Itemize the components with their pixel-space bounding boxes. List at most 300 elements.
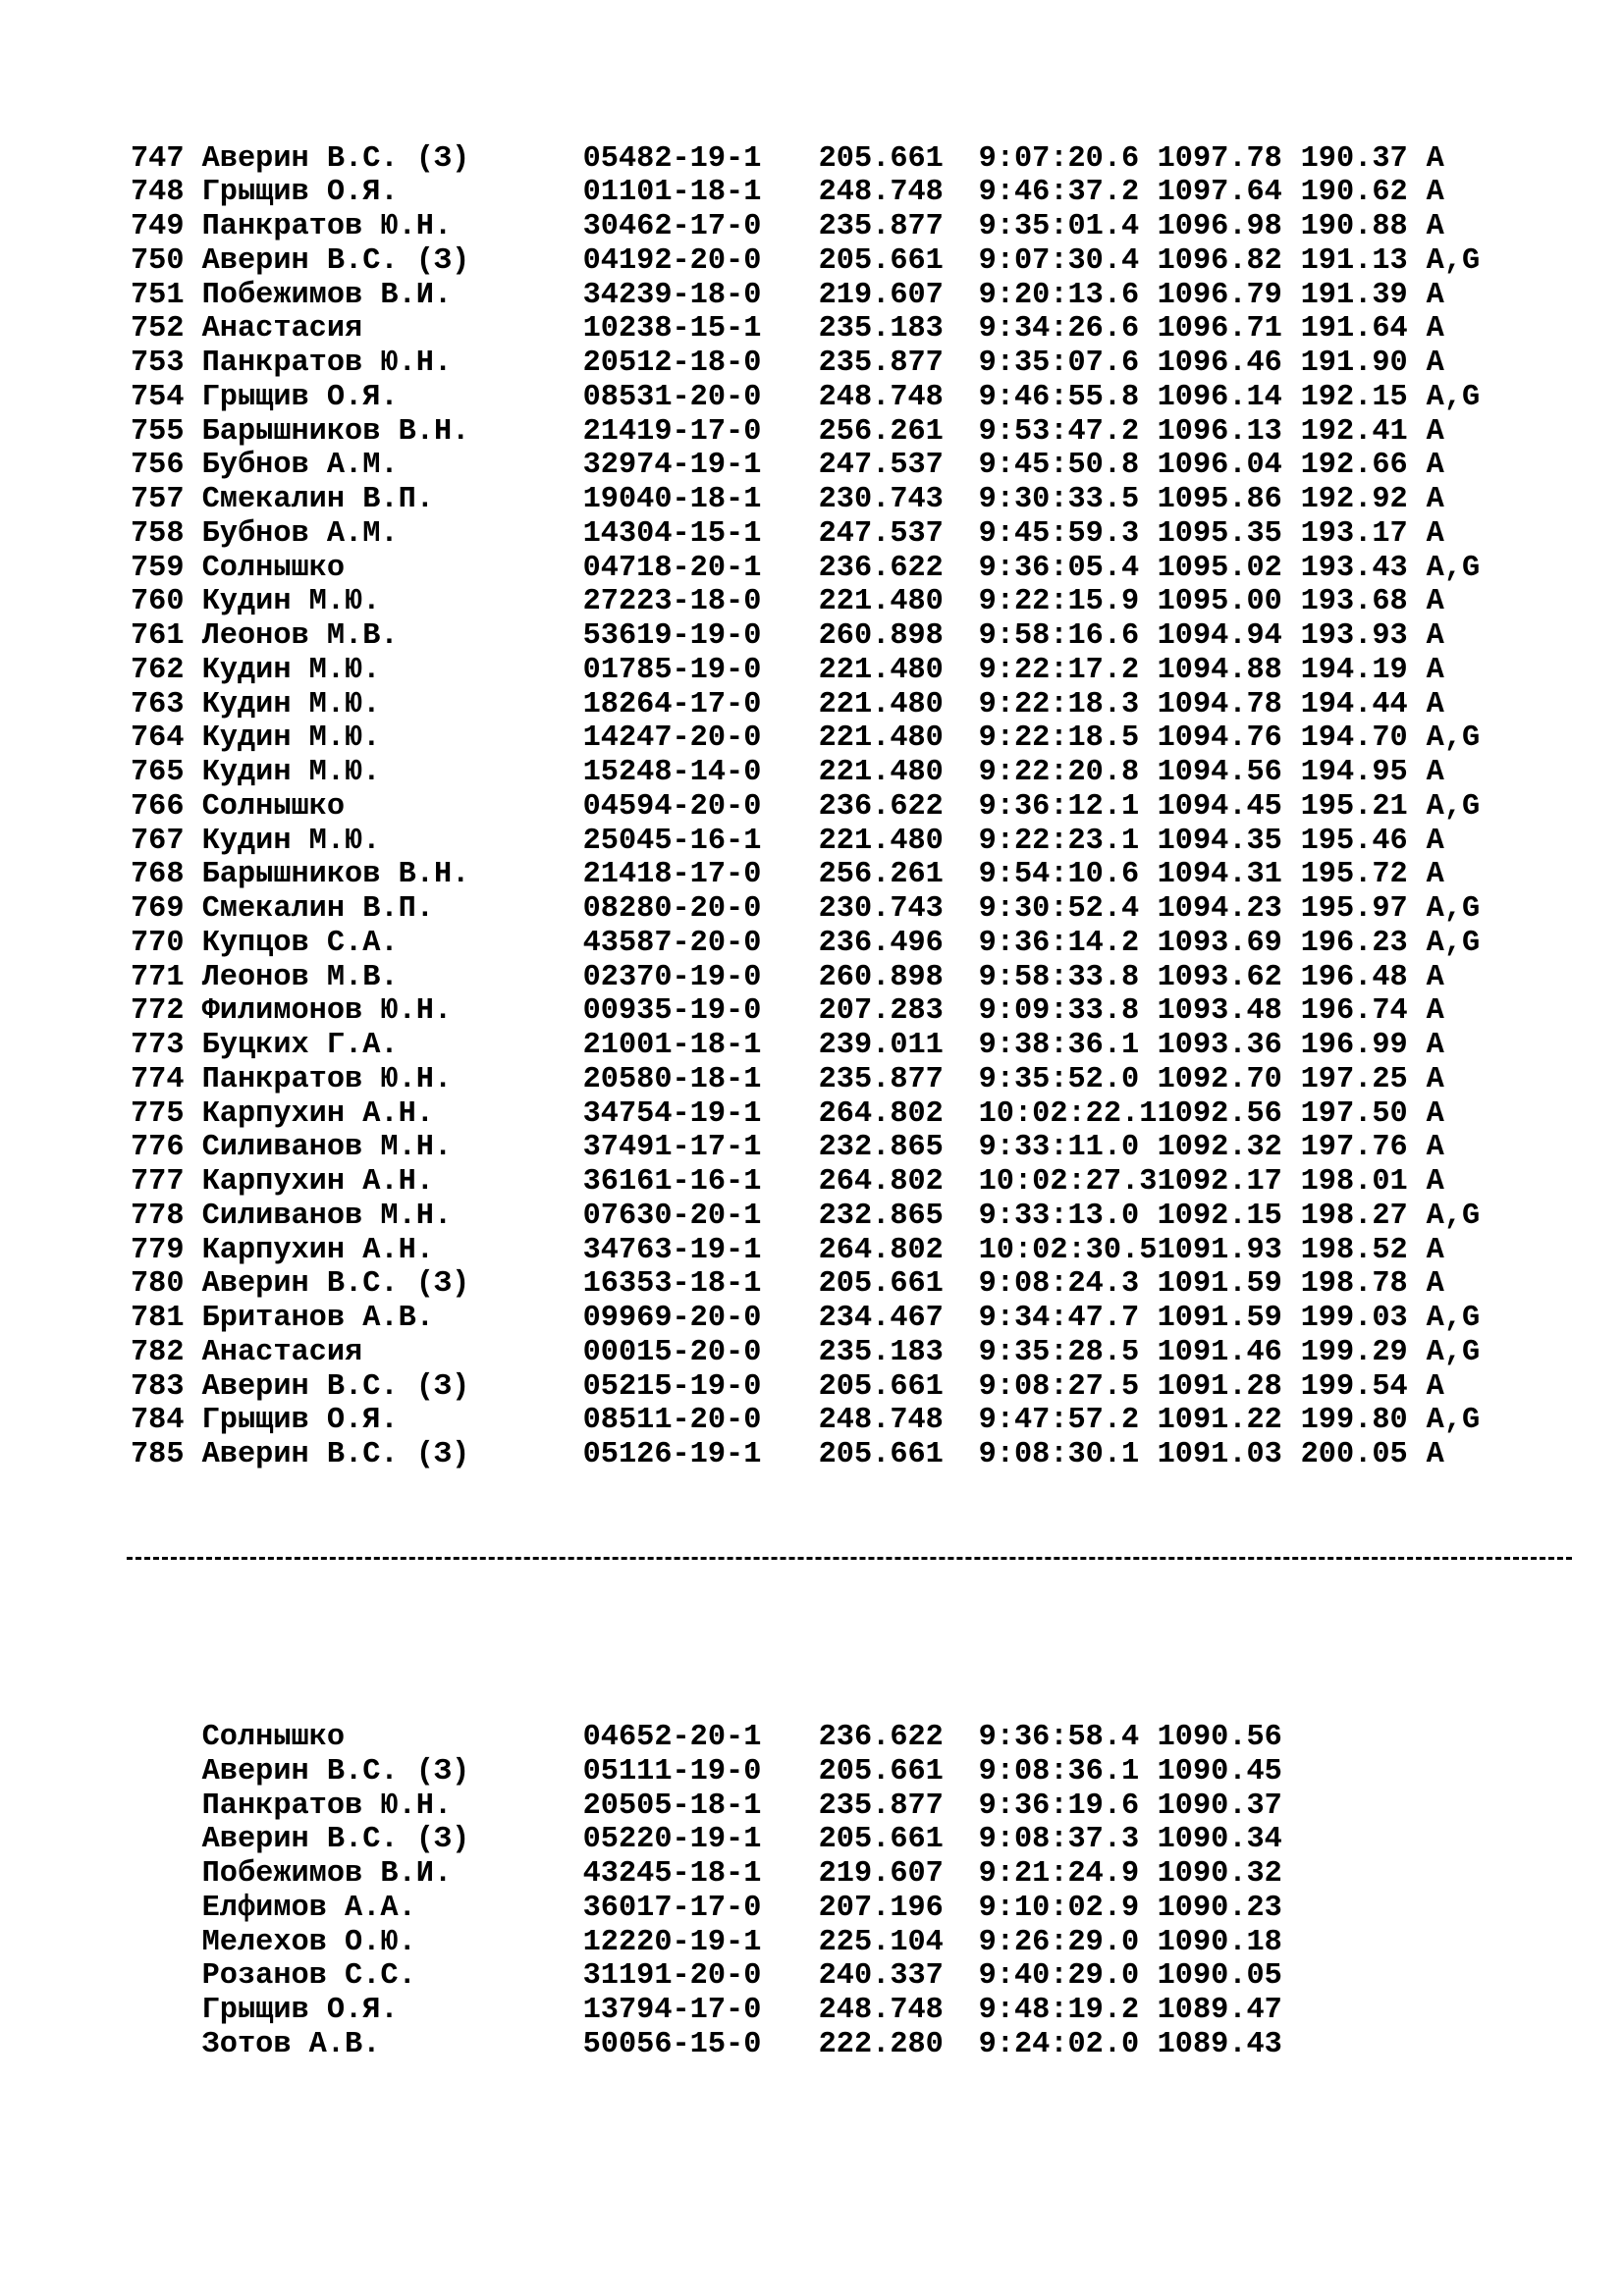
speed: 1093.62 xyxy=(1157,960,1282,994)
speed: 1090.23 xyxy=(1157,1891,1282,1925)
ring-code: 13794-17-0 xyxy=(582,1994,762,2027)
ring-code: 21001-18-1 xyxy=(582,1029,762,1062)
ring-code: 08511-20-0 xyxy=(582,1404,762,1438)
points: 195.21 xyxy=(1300,789,1408,824)
distance: 264.802 xyxy=(818,1096,944,1131)
fancier-name: Аверин В.С. (З) xyxy=(201,141,470,176)
arrival-time: 9:33:11.0 xyxy=(978,1131,1140,1165)
result-row xyxy=(131,825,1480,859)
category-flag: A xyxy=(1426,1233,1444,1267)
arrival-time: 10:02:30.5 xyxy=(978,1233,1158,1267)
arrival-time: 9:34:26.6 xyxy=(978,312,1140,347)
ring-code: 10238-15-1 xyxy=(582,312,762,347)
result-row xyxy=(131,892,1480,927)
category-flag: A xyxy=(1426,994,1444,1029)
place-number: 753 xyxy=(131,347,185,380)
arrival-time: 9:45:59.3 xyxy=(978,516,1140,551)
fancier-name: Солнышко xyxy=(201,1721,346,1754)
separator-gap xyxy=(131,1643,1480,1653)
ranked-results xyxy=(131,142,1480,1472)
points: 195.46 xyxy=(1300,824,1408,858)
ring-code: 05111-19-0 xyxy=(582,1754,762,1789)
speed: 1094.35 xyxy=(1157,824,1282,858)
distance: 205.661 xyxy=(818,1267,944,1302)
speed: 1094.31 xyxy=(1157,858,1282,892)
result-row xyxy=(131,244,1480,279)
unranked-results xyxy=(131,1721,1480,2062)
points: 193.43 xyxy=(1300,551,1408,585)
unranked-row xyxy=(131,2028,1480,2062)
speed: 1093.48 xyxy=(1157,994,1282,1029)
result-row xyxy=(131,619,1480,654)
place-number: 758 xyxy=(131,516,185,551)
distance: 236.496 xyxy=(818,926,944,960)
ring-code: 34239-18-0 xyxy=(582,278,762,312)
arrival-time: 9:22:18.3 xyxy=(978,687,1140,721)
result-row xyxy=(131,1200,1480,1234)
place-number: 755 xyxy=(131,414,185,449)
points: 195.72 xyxy=(1300,858,1408,892)
result-row xyxy=(131,381,1480,415)
result-row xyxy=(131,517,1480,552)
ring-code: 00935-19-0 xyxy=(582,994,762,1029)
place-number: 785 xyxy=(131,1438,185,1471)
ring-code: 50056-15-0 xyxy=(582,2027,762,2061)
speed: 1091.22 xyxy=(1157,1404,1282,1438)
points: 199.03 xyxy=(1300,1302,1408,1335)
ring-code: 43245-18-1 xyxy=(582,1857,762,1891)
distance: 248.748 xyxy=(818,1994,944,2027)
result-row xyxy=(131,415,1480,450)
points: 196.99 xyxy=(1300,1029,1408,1062)
points: 195.97 xyxy=(1300,892,1408,926)
points: 192.92 xyxy=(1300,483,1408,516)
speed: 1092.56 xyxy=(1157,1096,1282,1131)
place-number: 760 xyxy=(131,585,185,619)
points: 198.52 xyxy=(1300,1233,1408,1267)
arrival-time: 9:08:37.3 xyxy=(978,1823,1140,1857)
speed: 1094.45 xyxy=(1157,789,1282,824)
ring-code: 12220-19-1 xyxy=(582,1925,762,1959)
speed: 1095.02 xyxy=(1157,551,1282,585)
distance: 205.661 xyxy=(818,243,944,278)
category-flag: A,G xyxy=(1426,380,1481,414)
category-flag: A xyxy=(1426,824,1444,858)
fancier-name: Кудин М.Ю. xyxy=(201,721,381,756)
place-number: 781 xyxy=(131,1302,185,1335)
result-row xyxy=(131,210,1480,244)
fancier-name: Побежимов В.И. xyxy=(201,1857,453,1891)
points: 200.05 xyxy=(1300,1438,1408,1471)
arrival-time: 9:58:33.8 xyxy=(978,960,1140,994)
fancier-name: Панкратов Ю.Н. xyxy=(201,347,453,380)
arrival-time: 9:30:52.4 xyxy=(978,892,1140,926)
category-flag: A xyxy=(1426,619,1444,653)
arrival-time: 9:48:19.2 xyxy=(978,1994,1140,2027)
result-row xyxy=(131,483,1480,517)
category-flag: A,G xyxy=(1426,551,1481,585)
fancier-name: Розанов С.С. xyxy=(201,1959,416,1994)
result-row xyxy=(131,1131,1480,1165)
points: 194.95 xyxy=(1300,756,1408,789)
points: 191.64 xyxy=(1300,312,1408,347)
arrival-time: 10:02:22.1 xyxy=(978,1096,1158,1131)
distance: 219.607 xyxy=(818,278,944,312)
place-number: 764 xyxy=(131,721,185,756)
arrival-time: 9:22:17.2 xyxy=(978,653,1140,687)
speed: 1090.56 xyxy=(1157,1721,1282,1754)
ring-code: 01101-18-1 xyxy=(582,176,762,210)
category-flag: A xyxy=(1426,347,1444,380)
speed: 1091.46 xyxy=(1157,1335,1282,1369)
speed: 1095.00 xyxy=(1157,585,1282,619)
category-flag: A xyxy=(1426,960,1444,994)
arrival-time: 9:30:33.5 xyxy=(978,483,1140,516)
place-number: 776 xyxy=(131,1131,185,1165)
ring-code: 09969-20-0 xyxy=(582,1302,762,1335)
distance: 232.865 xyxy=(818,1199,944,1233)
ring-code: 19040-18-1 xyxy=(582,483,762,516)
place-number: 775 xyxy=(131,1096,185,1131)
fancier-name: Кудин М.Ю. xyxy=(201,756,381,789)
ring-code: 05220-19-1 xyxy=(582,1823,762,1857)
result-row xyxy=(131,1097,1480,1132)
points: 199.29 xyxy=(1300,1335,1408,1369)
category-flag: A xyxy=(1426,449,1444,483)
fancier-name: Карпухин А.Н. xyxy=(201,1096,434,1131)
place-number: 780 xyxy=(131,1267,185,1302)
place-number: 772 xyxy=(131,994,185,1029)
ring-code: 25045-16-1 xyxy=(582,824,762,858)
place-number: 757 xyxy=(131,483,185,516)
speed: 1090.32 xyxy=(1157,1857,1282,1891)
place-number: 774 xyxy=(131,1062,185,1096)
fancier-name: Буцких Г.А. xyxy=(201,1029,399,1062)
speed: 1097.78 xyxy=(1157,141,1282,176)
arrival-time: 9:26:29.0 xyxy=(978,1925,1140,1959)
category-flag: A xyxy=(1426,414,1444,449)
place-number: 748 xyxy=(131,176,185,210)
fancier-name: Смекалин В.П. xyxy=(201,892,434,926)
speed: 1096.14 xyxy=(1157,380,1282,414)
arrival-time: 9:36:19.6 xyxy=(978,1789,1140,1823)
points: 192.41 xyxy=(1300,414,1408,449)
distance: 221.480 xyxy=(818,756,944,789)
distance: 260.898 xyxy=(818,619,944,653)
place-number: 749 xyxy=(131,210,185,243)
category-flag: A,G xyxy=(1426,1199,1481,1233)
ring-code: 27223-18-0 xyxy=(582,585,762,619)
speed: 1091.28 xyxy=(1157,1369,1282,1404)
result-row xyxy=(131,142,1480,177)
category-flag: A xyxy=(1426,1369,1444,1404)
distance: 222.280 xyxy=(818,2027,944,2061)
fancier-name: Бубнов А.М. xyxy=(201,449,399,483)
result-row xyxy=(131,347,1480,381)
ring-code: 18264-17-0 xyxy=(582,687,762,721)
ring-code: 21418-17-0 xyxy=(582,858,762,892)
category-flag: A,G xyxy=(1426,243,1481,278)
ring-code: 08531-20-0 xyxy=(582,380,762,414)
ring-code: 20580-18-1 xyxy=(582,1062,762,1096)
points: 194.19 xyxy=(1300,653,1408,687)
result-row xyxy=(131,721,1480,756)
fancier-name: Купцов С.А. xyxy=(201,926,399,960)
fancier-name: Смекалин В.П. xyxy=(201,483,434,516)
arrival-time: 9:36:12.1 xyxy=(978,789,1140,824)
distance: 240.337 xyxy=(818,1959,944,1994)
distance: 235.877 xyxy=(818,210,944,243)
distance: 234.467 xyxy=(818,1302,944,1335)
distance: 256.261 xyxy=(818,414,944,449)
result-row xyxy=(131,1404,1480,1438)
dashed-separator xyxy=(131,1540,1480,1575)
place-number: 773 xyxy=(131,1029,185,1062)
place-number: 778 xyxy=(131,1199,185,1233)
fancier-name: Грыщив О.Я. xyxy=(201,1404,399,1438)
speed: 1092.17 xyxy=(1157,1165,1282,1199)
arrival-time: 9:20:13.6 xyxy=(978,278,1140,312)
result-row xyxy=(131,858,1480,892)
category-flag: A xyxy=(1426,756,1444,789)
ring-code: 15248-14-0 xyxy=(582,756,762,789)
arrival-time: 9:53:47.2 xyxy=(978,414,1140,449)
fancier-name: Кудин М.Ю. xyxy=(201,653,381,687)
result-row xyxy=(131,688,1480,722)
speed: 1092.15 xyxy=(1157,1199,1282,1233)
speed: 1094.56 xyxy=(1157,756,1282,789)
result-row xyxy=(131,449,1480,483)
ring-code: 05126-19-1 xyxy=(582,1438,762,1471)
fancier-name: Кудин М.Ю. xyxy=(201,824,381,858)
ring-code: 07630-20-1 xyxy=(582,1199,762,1233)
arrival-time: 9:09:33.8 xyxy=(978,994,1140,1029)
speed: 1092.70 xyxy=(1157,1062,1282,1096)
fancier-name: Анастасия xyxy=(201,1335,363,1369)
category-flag: A,G xyxy=(1426,789,1481,824)
place-number: 756 xyxy=(131,449,185,483)
distance: 264.802 xyxy=(818,1165,944,1199)
speed: 1089.43 xyxy=(1157,2027,1282,2061)
unranked-row xyxy=(131,1789,1480,1824)
ring-code: 34763-19-1 xyxy=(582,1233,762,1267)
category-flag: A,G xyxy=(1426,1404,1481,1438)
ring-code: 14247-20-0 xyxy=(582,721,762,756)
ring-code: 02370-19-0 xyxy=(582,960,762,994)
category-flag: A xyxy=(1426,1131,1444,1165)
ring-code: 01785-19-0 xyxy=(582,653,762,687)
speed: 1091.59 xyxy=(1157,1302,1282,1335)
unranked-row xyxy=(131,1857,1480,1892)
arrival-time: 9:47:57.2 xyxy=(978,1404,1140,1438)
ring-code: 30462-17-0 xyxy=(582,210,762,243)
points: 192.15 xyxy=(1300,380,1408,414)
points: 191.39 xyxy=(1300,278,1408,312)
place-number: 765 xyxy=(131,756,185,789)
ring-code: 43587-20-0 xyxy=(582,926,762,960)
distance: 221.480 xyxy=(818,824,944,858)
place-number: 763 xyxy=(131,687,185,721)
category-flag: A xyxy=(1426,141,1444,176)
place-number: 759 xyxy=(131,551,185,585)
distance: 205.661 xyxy=(818,1754,944,1789)
arrival-time: 9:36:05.4 xyxy=(978,551,1140,585)
speed: 1091.59 xyxy=(1157,1267,1282,1302)
speed: 1095.35 xyxy=(1157,516,1282,551)
category-flag: A xyxy=(1426,585,1444,619)
result-row xyxy=(131,1438,1480,1472)
place-number: 784 xyxy=(131,1404,185,1438)
ring-code: 37491-17-1 xyxy=(582,1131,762,1165)
fancier-name: Панкратов Ю.Н. xyxy=(201,210,453,243)
fancier-name: Аверин В.С. (З) xyxy=(201,1369,470,1404)
fancier-name: Кудин М.Ю. xyxy=(201,687,381,721)
fancier-name: Побежимов В.И. xyxy=(201,278,453,312)
distance: 236.622 xyxy=(818,1721,944,1754)
result-row xyxy=(131,1234,1480,1268)
points: 193.93 xyxy=(1300,619,1408,653)
category-flag: A,G xyxy=(1426,1302,1481,1335)
results-sheet xyxy=(131,74,1480,2096)
arrival-time: 10:02:27.3 xyxy=(978,1165,1158,1199)
result-row xyxy=(131,1336,1480,1370)
points: 194.44 xyxy=(1300,687,1408,721)
result-row xyxy=(131,552,1480,586)
distance: 205.661 xyxy=(818,1438,944,1471)
speed: 1094.76 xyxy=(1157,721,1282,756)
ring-code: 31191-20-0 xyxy=(582,1959,762,1994)
speed: 1096.79 xyxy=(1157,278,1282,312)
fancier-name: Силиванов М.Н. xyxy=(201,1199,453,1233)
unranked-row xyxy=(131,1926,1480,1960)
fancier-name: Аверин В.С. (З) xyxy=(201,243,470,278)
result-row xyxy=(131,1165,1480,1200)
points: 191.90 xyxy=(1300,347,1408,380)
ring-code: 21419-17-0 xyxy=(582,414,762,449)
distance: 236.622 xyxy=(818,551,944,585)
arrival-time: 9:22:20.8 xyxy=(978,756,1140,789)
place-number: 768 xyxy=(131,858,185,892)
place-number: 750 xyxy=(131,243,185,278)
category-flag: A,G xyxy=(1426,1335,1481,1369)
arrival-time: 9:22:15.9 xyxy=(978,585,1140,619)
distance: 205.661 xyxy=(818,1369,944,1404)
category-flag: A xyxy=(1426,653,1444,687)
category-flag: A xyxy=(1426,312,1444,347)
arrival-time: 9:46:55.8 xyxy=(978,380,1140,414)
ring-code: 20505-18-1 xyxy=(582,1789,762,1823)
result-row xyxy=(131,994,1480,1029)
speed: 1095.86 xyxy=(1157,483,1282,516)
arrival-time: 9:45:50.8 xyxy=(978,449,1140,483)
result-row xyxy=(131,1029,1480,1063)
place-number: 783 xyxy=(131,1369,185,1404)
ring-code: 32974-19-1 xyxy=(582,449,762,483)
arrival-time: 9:35:01.4 xyxy=(978,210,1140,243)
fancier-name: Аверин В.С. (З) xyxy=(201,1754,470,1789)
distance: 205.661 xyxy=(818,141,944,176)
unranked-row xyxy=(131,1755,1480,1789)
fancier-name: Барышников В.Н. xyxy=(201,414,470,449)
fancier-name: Барышников В.Н. xyxy=(201,858,470,892)
speed: 1096.82 xyxy=(1157,243,1282,278)
arrival-time: 9:54:10.6 xyxy=(978,858,1140,892)
speed: 1096.13 xyxy=(1157,414,1282,449)
arrival-time: 9:38:36.1 xyxy=(978,1029,1140,1062)
result-row xyxy=(131,1267,1480,1302)
arrival-time: 9:22:18.5 xyxy=(978,721,1140,756)
result-row xyxy=(131,654,1480,688)
fancier-name: Аверин В.С. (З) xyxy=(201,1267,470,1302)
speed: 1096.98 xyxy=(1157,210,1282,243)
points: 192.66 xyxy=(1300,449,1408,483)
unranked-row xyxy=(131,1823,1480,1857)
place-number: 767 xyxy=(131,824,185,858)
ring-code: 04192-20-0 xyxy=(582,243,762,278)
points: 190.88 xyxy=(1300,210,1408,243)
arrival-time: 9:35:52.0 xyxy=(978,1062,1140,1096)
arrival-time: 9:08:36.1 xyxy=(978,1754,1140,1789)
arrival-time: 9:36:14.2 xyxy=(978,926,1140,960)
arrival-time: 9:46:37.2 xyxy=(978,176,1140,210)
place-number: 777 xyxy=(131,1165,185,1199)
speed: 1094.78 xyxy=(1157,687,1282,721)
ring-code: 53619-19-0 xyxy=(582,619,762,653)
arrival-time: 9:40:29.0 xyxy=(978,1959,1140,1994)
result-row xyxy=(131,927,1480,961)
fancier-name: Силиванов М.Н. xyxy=(201,1131,453,1165)
ring-code: 36017-17-0 xyxy=(582,1891,762,1925)
arrival-time: 9:33:13.0 xyxy=(978,1199,1140,1233)
result-row xyxy=(131,1370,1480,1405)
fancier-name: Аверин В.С. (З) xyxy=(201,1823,470,1857)
distance: 260.898 xyxy=(818,960,944,994)
points: 193.17 xyxy=(1300,516,1408,551)
fancier-name: Елфимов А.А. xyxy=(201,1891,416,1925)
distance: 221.480 xyxy=(818,585,944,619)
ring-code: 36161-16-1 xyxy=(582,1165,762,1199)
category-flag: A,G xyxy=(1426,926,1481,960)
category-flag: A,G xyxy=(1426,892,1481,926)
distance: 230.743 xyxy=(818,892,944,926)
unranked-row xyxy=(131,1994,1480,2028)
category-flag: A xyxy=(1426,1062,1444,1096)
points: 190.37 xyxy=(1300,141,1408,176)
distance: 235.877 xyxy=(818,347,944,380)
arrival-time: 9:22:23.1 xyxy=(978,824,1140,858)
points: 194.70 xyxy=(1300,721,1408,756)
distance: 248.748 xyxy=(818,176,944,210)
speed: 1096.04 xyxy=(1157,449,1282,483)
points: 197.50 xyxy=(1300,1096,1408,1131)
distance: 235.877 xyxy=(818,1062,944,1096)
fancier-name: Солнышко xyxy=(201,551,346,585)
distance: 248.748 xyxy=(818,1404,944,1438)
points: 193.68 xyxy=(1300,585,1408,619)
distance: 247.537 xyxy=(818,516,944,551)
distance: 207.283 xyxy=(818,994,944,1029)
speed: 1094.88 xyxy=(1157,653,1282,687)
category-flag: A xyxy=(1426,687,1444,721)
ring-code: 20512-18-0 xyxy=(582,347,762,380)
distance: 235.877 xyxy=(818,1789,944,1823)
place-number: 761 xyxy=(131,619,185,653)
speed: 1096.46 xyxy=(1157,347,1282,380)
arrival-time: 9:34:47.7 xyxy=(978,1302,1140,1335)
fancier-name: Карпухин А.Н. xyxy=(201,1233,434,1267)
unranked-row xyxy=(131,1959,1480,1994)
place-number: 769 xyxy=(131,892,185,926)
